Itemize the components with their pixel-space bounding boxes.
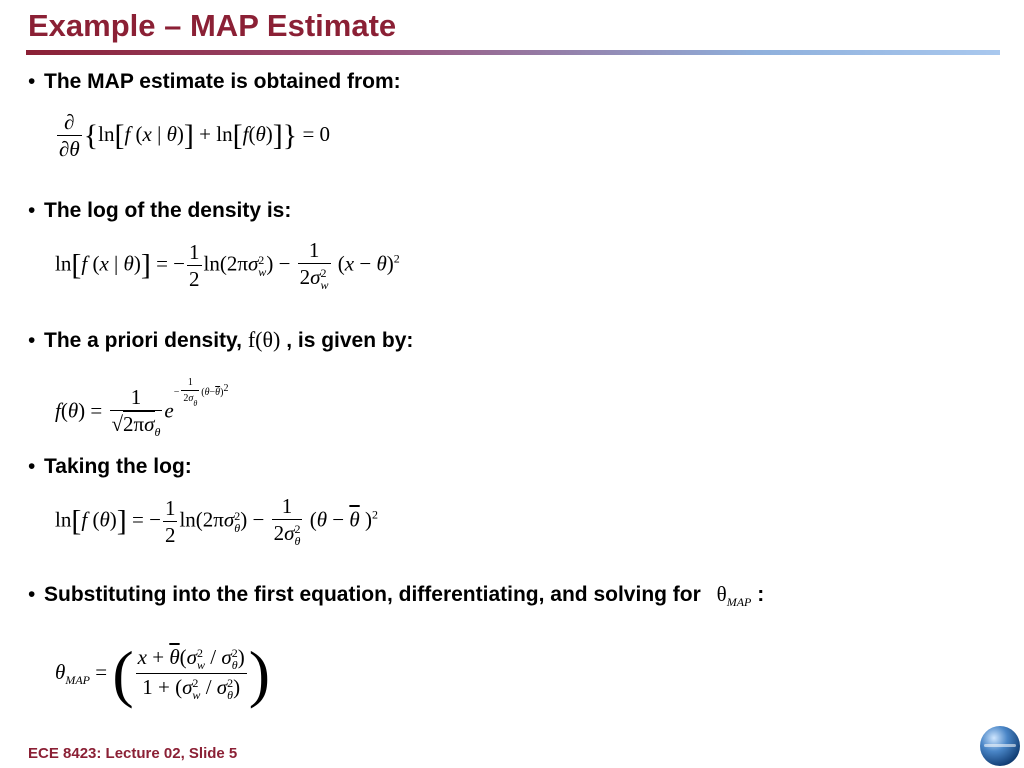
bullet-dot: • (28, 199, 36, 222)
normalizer-fraction: $\frac{1}{√2\pi\sigma_\theta}$ (111, 384, 161, 439)
bullet-a-priori-density (28, 327, 413, 353)
equation-gaussian-prior: f(θ) = $\frac{1}{√2\pi\sigma_\theta}$ $e^{- \frac{1}{2\sigma_\theta} (\theta-\overline{\theta})2}$ (55, 377, 229, 439)
slide-title: Example – MAP Estimate (28, 8, 397, 43)
bullet-dot: • (28, 329, 36, 352)
partial-derivative-fraction: $\frac{\partial}{\partial\theta}$ (59, 110, 80, 161)
bullet-text-end: : (757, 583, 765, 606)
bullet-log-density (28, 199, 291, 223)
bullet-text: The log of the density is: (44, 199, 292, 222)
equation-log-prior: ln[f (θ)] = − $\frac{1}{2}$ ln(2πσ 2 θ ) − 1 2σ 2 θ ($\theta - \overline{\theta}$ )$^2$ (55, 494, 378, 549)
bullet-dot: • (28, 70, 36, 93)
globe-icon (980, 726, 1020, 766)
bullet-text: The MAP estimate is obtained from: (44, 70, 401, 93)
map-fraction: $x + \overline{\theta}(\sigma$ 2 w / σ 2 θ ) 1 + (σ 2 w / σ 2 θ ) (137, 644, 245, 703)
bullet-dot: • (28, 455, 36, 478)
equation-theta-map: $\theta_{MAP}$ = ( $x + \overline{\theta}(\sigma$ 2 w / σ 2 θ ) 1 + (σ 2 w / σ 2 θ ) ) (55, 638, 271, 709)
bullet-text: Taking the log: (44, 455, 192, 478)
variance-fraction: 1 2σ 2 θ (273, 494, 301, 549)
bullet-dot: • (28, 583, 36, 606)
bullet-text: The a priori density, (44, 329, 242, 352)
title-underline (26, 50, 1000, 55)
slide-footer: ECE 8423: Lecture 02, Slide 5 (28, 745, 238, 762)
exponent: − 1 2σθ (θ−θ)2 (173, 377, 229, 408)
equation-derivative: $\frac{\partial}{\partial\theta}$ {ln[f (x | θ)] + ln[f(θ)]} = 0 (59, 110, 331, 161)
inline-f-theta: f(θ) (247, 327, 281, 352)
bullet-substituting (28, 582, 764, 610)
bullet-text-end: , is given by: (286, 329, 414, 352)
half-fraction: $\frac{1}{2}$ (164, 495, 176, 547)
bullet-map-estimate (28, 70, 401, 94)
variance-fraction: 1 2σ 2 w (299, 238, 329, 293)
half-fraction: $\frac{1}{2}$ (189, 239, 200, 291)
bullet-taking-log (28, 455, 192, 479)
inline-theta-map: $\theta_{MAP}$ (716, 582, 752, 609)
equation-log-density: ln[f (x | θ)] = − $\frac{1}{2}$ ln(2πσ 2 w ) − 1 2σ 2 w $(x - \theta)^2$ (55, 238, 400, 293)
bullet-text: Substituting into the first equation, differentiating, and solving for (44, 583, 701, 606)
